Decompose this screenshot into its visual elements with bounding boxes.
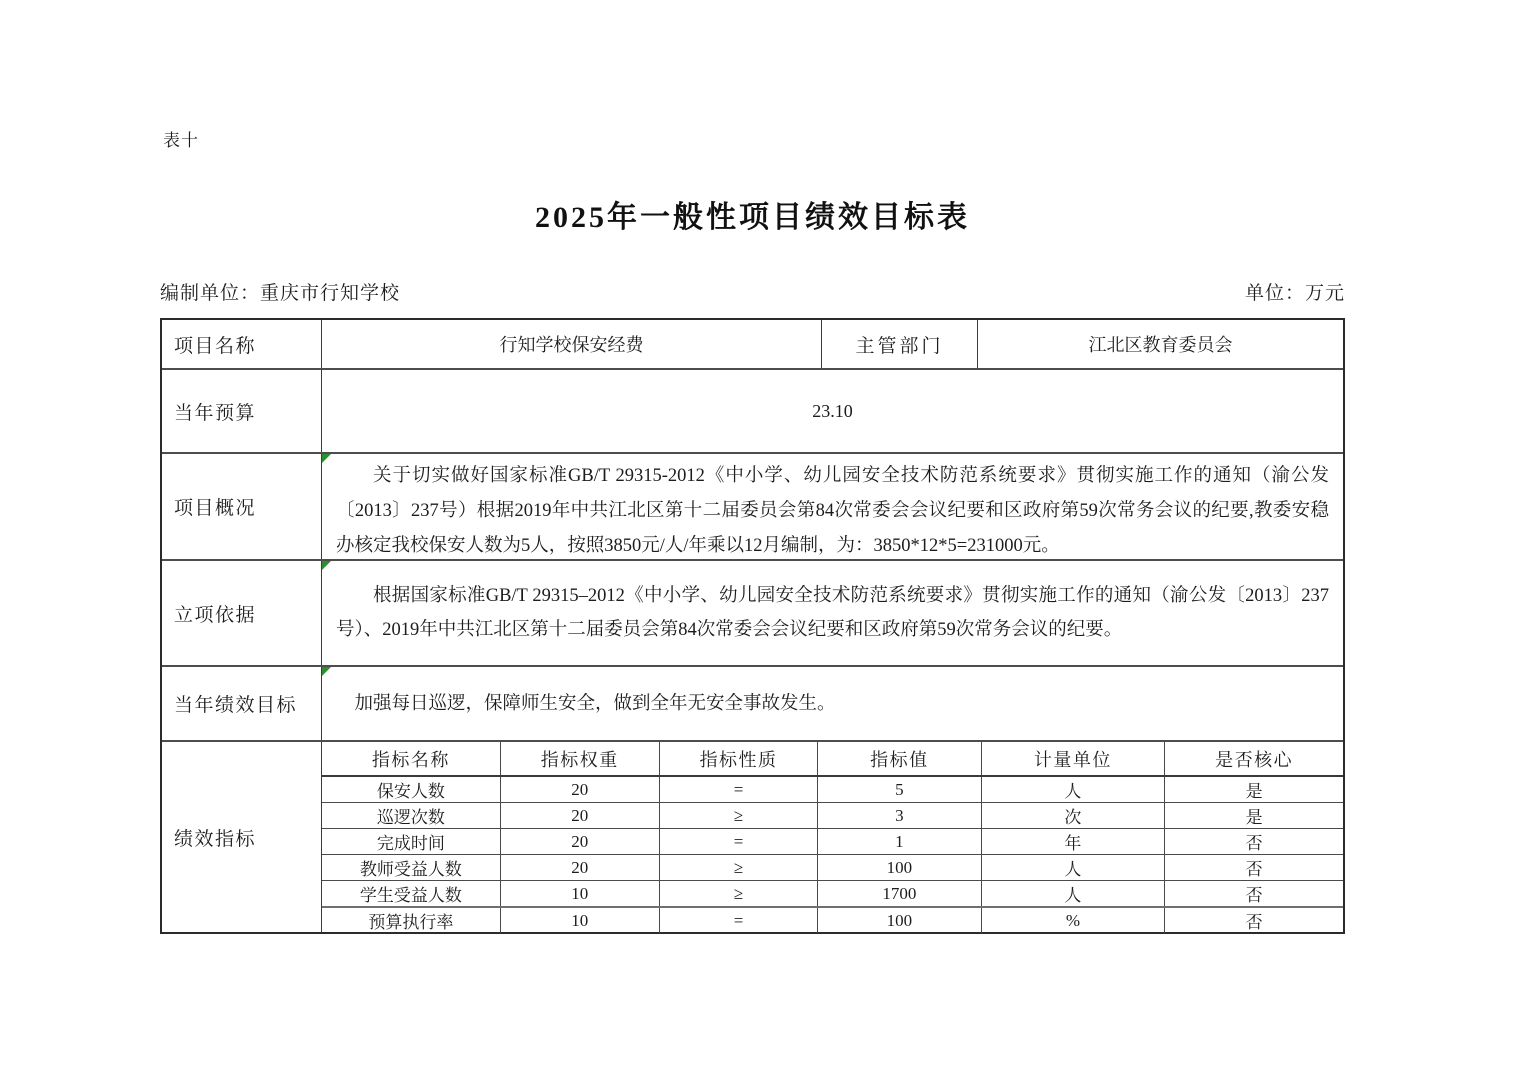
budget-row bbox=[162, 368, 1343, 452]
meta-row bbox=[160, 278, 1345, 305]
indicator-value: 100 bbox=[818, 855, 981, 880]
indicator-nature: ≥ bbox=[660, 803, 818, 828]
indicator-core: 否 bbox=[1245, 886, 1263, 905]
indicator-name: 保安人数 bbox=[322, 777, 501, 802]
project-name-label: 项目名称 bbox=[162, 320, 322, 368]
overview-label: 项目概况 bbox=[162, 454, 322, 559]
indicator-row bbox=[322, 906, 1343, 933]
indicator-weight: 20 bbox=[501, 855, 660, 880]
indicator-header-weight: 指标权重 bbox=[501, 742, 660, 775]
indicator-unit: 人 bbox=[982, 777, 1166, 802]
indicator-nature: = bbox=[660, 908, 818, 933]
indicator-value: 5 bbox=[818, 777, 981, 802]
goal-label: 当年绩效目标 bbox=[162, 667, 322, 740]
budget-label: 当年预算 bbox=[162, 370, 322, 452]
indicator-row bbox=[322, 802, 1343, 828]
indicator-core: 否 bbox=[1245, 860, 1263, 879]
indicator-nature: ≥ bbox=[660, 855, 818, 880]
indicator-name: 巡逻次数 bbox=[322, 803, 501, 828]
department-value: 江北区教育委员会 bbox=[1088, 335, 1233, 355]
overview-value: 关于切实做好国家标准GB/T 29315-2012《中小学、幼儿园安全技术防范系统要求》贯彻实施工作的通知（渝公发〔2013〕237号）根据2019年中共江北区第十二届委员会第84次常委会会议纪要和区政府第59次常务会议的纪要,教委安稳办核定我校保安人数为5人，按照3850元/人/年乘以12月编制，为：3850*12*5=231000元。 bbox=[336, 466, 1329, 556]
indicator-unit: 次 bbox=[982, 803, 1166, 828]
indicator-header-core: 是否核心 bbox=[1215, 749, 1294, 770]
basis-label: 立项依据 bbox=[162, 561, 322, 665]
department-label: 主管部门 bbox=[822, 320, 978, 368]
cell-error-indicator-icon bbox=[322, 454, 331, 463]
indicator-core: 是 bbox=[1245, 782, 1263, 801]
goal-value-cell bbox=[322, 667, 1343, 740]
basis-row bbox=[162, 559, 1343, 665]
indicators-header-row bbox=[322, 742, 1343, 775]
basis-value: 根据国家标准GB/T 29315–2012《中小学、幼儿园安全技术防范系统要求》贯彻实施工作的通知（渝公发〔2013〕237号）、2019年中共江北区第十二届委员会第84次常委会会议纪要和区政府第59次常务会议的纪要。 bbox=[336, 586, 1329, 640]
overview-row bbox=[162, 452, 1343, 559]
indicator-row bbox=[322, 854, 1343, 880]
goal-value: 加强每日巡逻，保障师生安全，做到全年无安全事故发生。 bbox=[354, 693, 836, 714]
project-name-row bbox=[162, 320, 1343, 368]
indicator-core: 是 bbox=[1245, 808, 1263, 827]
indicator-value: 3 bbox=[818, 803, 981, 828]
indicators-label: 绩效指标 bbox=[162, 742, 322, 932]
indicator-value: 100 bbox=[818, 908, 981, 933]
goal-row bbox=[162, 665, 1343, 740]
prepared-by-label: 编制单位：重庆市行知学校 bbox=[160, 283, 401, 304]
indicator-unit: % bbox=[982, 908, 1166, 933]
indicator-nature: ≥ bbox=[660, 881, 818, 906]
page-title: 2025年一般性项目绩效目标表 bbox=[535, 201, 970, 234]
indicator-weight: 10 bbox=[501, 908, 660, 933]
indicator-weight: 20 bbox=[501, 803, 660, 828]
table-number-tag: 表十 bbox=[163, 131, 199, 150]
indicators-table bbox=[322, 742, 1343, 932]
indicator-row bbox=[322, 880, 1343, 906]
basis-value-cell bbox=[322, 561, 1343, 665]
indicator-weight: 10 bbox=[501, 881, 660, 906]
unit-note-label: 单位：万元 bbox=[1244, 283, 1345, 304]
indicator-unit: 人 bbox=[982, 855, 1166, 880]
indicator-unit: 人 bbox=[982, 881, 1166, 906]
indicator-header-nature: 指标性质 bbox=[660, 742, 818, 775]
indicator-core: 否 bbox=[1245, 834, 1263, 853]
indicator-header-name: 指标名称 bbox=[322, 742, 501, 775]
performance-target-table bbox=[160, 318, 1345, 934]
indicator-row bbox=[322, 828, 1343, 854]
indicator-name: 教师受益人数 bbox=[322, 855, 501, 880]
indicator-name: 预算执行率 bbox=[322, 908, 501, 933]
indicator-name: 完成时间 bbox=[322, 829, 501, 854]
indicator-value: 1700 bbox=[818, 881, 981, 906]
project-name-value: 行知学校保安经费 bbox=[322, 320, 822, 368]
cell-error-indicator-icon bbox=[322, 561, 331, 570]
indicator-unit: 年 bbox=[982, 829, 1166, 854]
indicators-row bbox=[162, 740, 1343, 932]
indicator-weight: 20 bbox=[501, 829, 660, 854]
indicator-row bbox=[322, 775, 1343, 802]
indicator-value: 1 bbox=[818, 829, 981, 854]
indicator-weight: 20 bbox=[501, 777, 660, 802]
budget-value: 23.10 bbox=[812, 400, 853, 421]
indicator-nature: = bbox=[660, 777, 818, 802]
indicator-nature: = bbox=[660, 829, 818, 854]
indicator-header-value: 指标值 bbox=[818, 742, 981, 775]
indicator-header-unit: 计量单位 bbox=[982, 742, 1166, 775]
cell-error-indicator-icon bbox=[322, 667, 331, 676]
indicator-name: 学生受益人数 bbox=[322, 881, 501, 906]
indicator-core: 否 bbox=[1245, 913, 1263, 932]
overview-value-cell bbox=[322, 454, 1343, 559]
